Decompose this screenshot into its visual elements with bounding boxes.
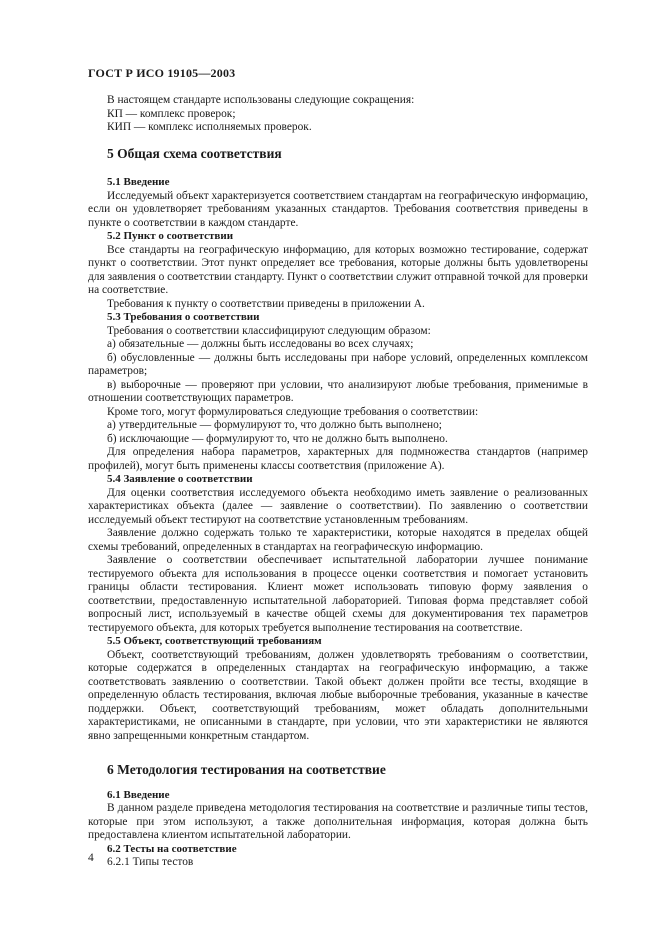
section-5-3-item-a: а) обязательные — должны быть исследованы во всех случаях; xyxy=(107,338,414,350)
section-5-3-item-positive: а) утвердительные — формулируют то, что должно быть выполнено; xyxy=(107,419,442,431)
section-5-3-heading: 5.3 Требования о соответствии xyxy=(107,311,260,323)
section-5-5-heading: 5.5 Объект, соответствующий требованиям xyxy=(107,635,322,647)
section-5-4-heading: 5.4 Заявление о соответствии xyxy=(107,473,253,485)
section-6-1-heading: 6.1 Введение xyxy=(107,788,170,801)
section-5-title: 5 Общая схема соответствия xyxy=(107,145,282,161)
section-5-3-item-c: в) выборочные — проверяют при условии, что анализируют любые требования, применимые в отношении соответствующих параметров. xyxy=(88,378,588,404)
page-body xyxy=(88,94,588,870)
section-5-3-item-b: б) обусловленные — должны быть исследованы при наборе условий, определенных комплексом параметров; xyxy=(88,351,588,377)
section-5-3-paragraph-2: Кроме того, могут формулироваться следующие требования о соответствии: xyxy=(107,405,479,418)
section-5-4-paragraph-2: Заявление должно содержать только те характеристики, которые находятся в пределах общей схемы требований, определенных в стандартах на географическую информацию. xyxy=(88,527,588,553)
abbrev-kp: КП — комплекс проверок; xyxy=(107,107,236,120)
page-number: 4 xyxy=(88,852,94,864)
section-5-3-paragraph-1: Требования о соответствии классифицируют следующим образом: xyxy=(107,324,431,337)
section-5-1-heading: 5.1 Введение xyxy=(107,176,170,188)
abbrev-intro: В настоящем стандарте использованы следующие сокращения: xyxy=(107,94,415,106)
section-6-2-1-heading: 6.2.1 Типы тестов xyxy=(107,856,194,868)
section-6-title: 6 Методология тестирования на соответствие xyxy=(107,762,386,777)
section-5-2-paragraph-2: Требования к пункту о соответствии приведены в приложении А. xyxy=(107,297,425,310)
section-5-4-paragraph-1: Для оценки соответствия исследуемого объекта необходимо иметь заявление о реализованных характеристиках объекта (далее — заявление о соответствии). По заявлению о соответствии исследуемый объект тестируют на соответствие установленным требованиям. xyxy=(88,486,588,526)
section-5-2-heading: 5.2 Пункт о соответствии xyxy=(107,230,234,242)
section-5-4-paragraph-3: Заявление о соответствии обеспечивает испытательной лаборатории лучшее понимание тестируемого объекта для использования в процессе оценки соответствия и помогает установить границы области тестирования. Клиент может использовать типовую форму заявления о соответствии, предоставленную испытательной лабораторией. Типовая форма представляет собой вопросный лист, используемый в качестве общей схемы для документирования тех параметров тестируемого объекта, для которых требуется выполнение тестирования на соответствие. xyxy=(88,554,588,634)
section-5-3-paragraph-3: Для определения набора параметров, характерных для подмножества стандартов (например профилей), могут быть применены классы соответствия (приложение А). xyxy=(88,446,588,472)
section-5-2-paragraph-1: Все стандарты на географическую информацию, для которых возможно тестирование, содержат пункт о соответствии. Этот пункт определяет все требования, которые должны быть удовлетворены для заявления о соответствии стандарту. Пункт о соответствии служит отправной точкой для проверки на соответствие. xyxy=(88,243,588,296)
section-6-2-heading: 6.2 Тесты на соответствие xyxy=(107,842,237,855)
section-5-1-paragraph: Исследуемый объект характеризуется соответствием стандартам на географическую информацию, если он удовлетворяет требованиям указанных стандартов. Требования соответствия приведены в пункте о соответствии в каждом стандарте. xyxy=(88,189,588,229)
section-5-3-item-negative: б) исключающие — формулируют то, что не должно быть выполнено. xyxy=(107,432,448,445)
abbrev-kip: КИП — комплекс исполняемых проверок. xyxy=(107,121,312,133)
running-title: ГОСТ Р ИСО 19105—2003 xyxy=(88,66,236,80)
section-5-5-paragraph: Объект, соответствующий требованиям, должен удовлетворять требованиям о соответствии, которые содержатся в определенных стандартах на географическую информацию, а также соответствовать заявлению о соответствии. Такой объект должен пройти все тесты, входящие в определенную область тестирования, включая любые выборочные требования, указанные в качестве поддержки. Объект, соответствующий требованиям, может обладать дополнительными характеристиками, не описанными в стандарте, при условии, что эти характеристики не являются явно запрещенными конкретным стандартом. xyxy=(88,648,588,742)
section-6-1-paragraph: В данном разделе приведена методология тестирования на соответствие и различные типы тестов, которые при этом используют, а также дополнительная информация, которая должна быть предоставлена клиентом испытательной лаборатории. xyxy=(88,802,588,841)
